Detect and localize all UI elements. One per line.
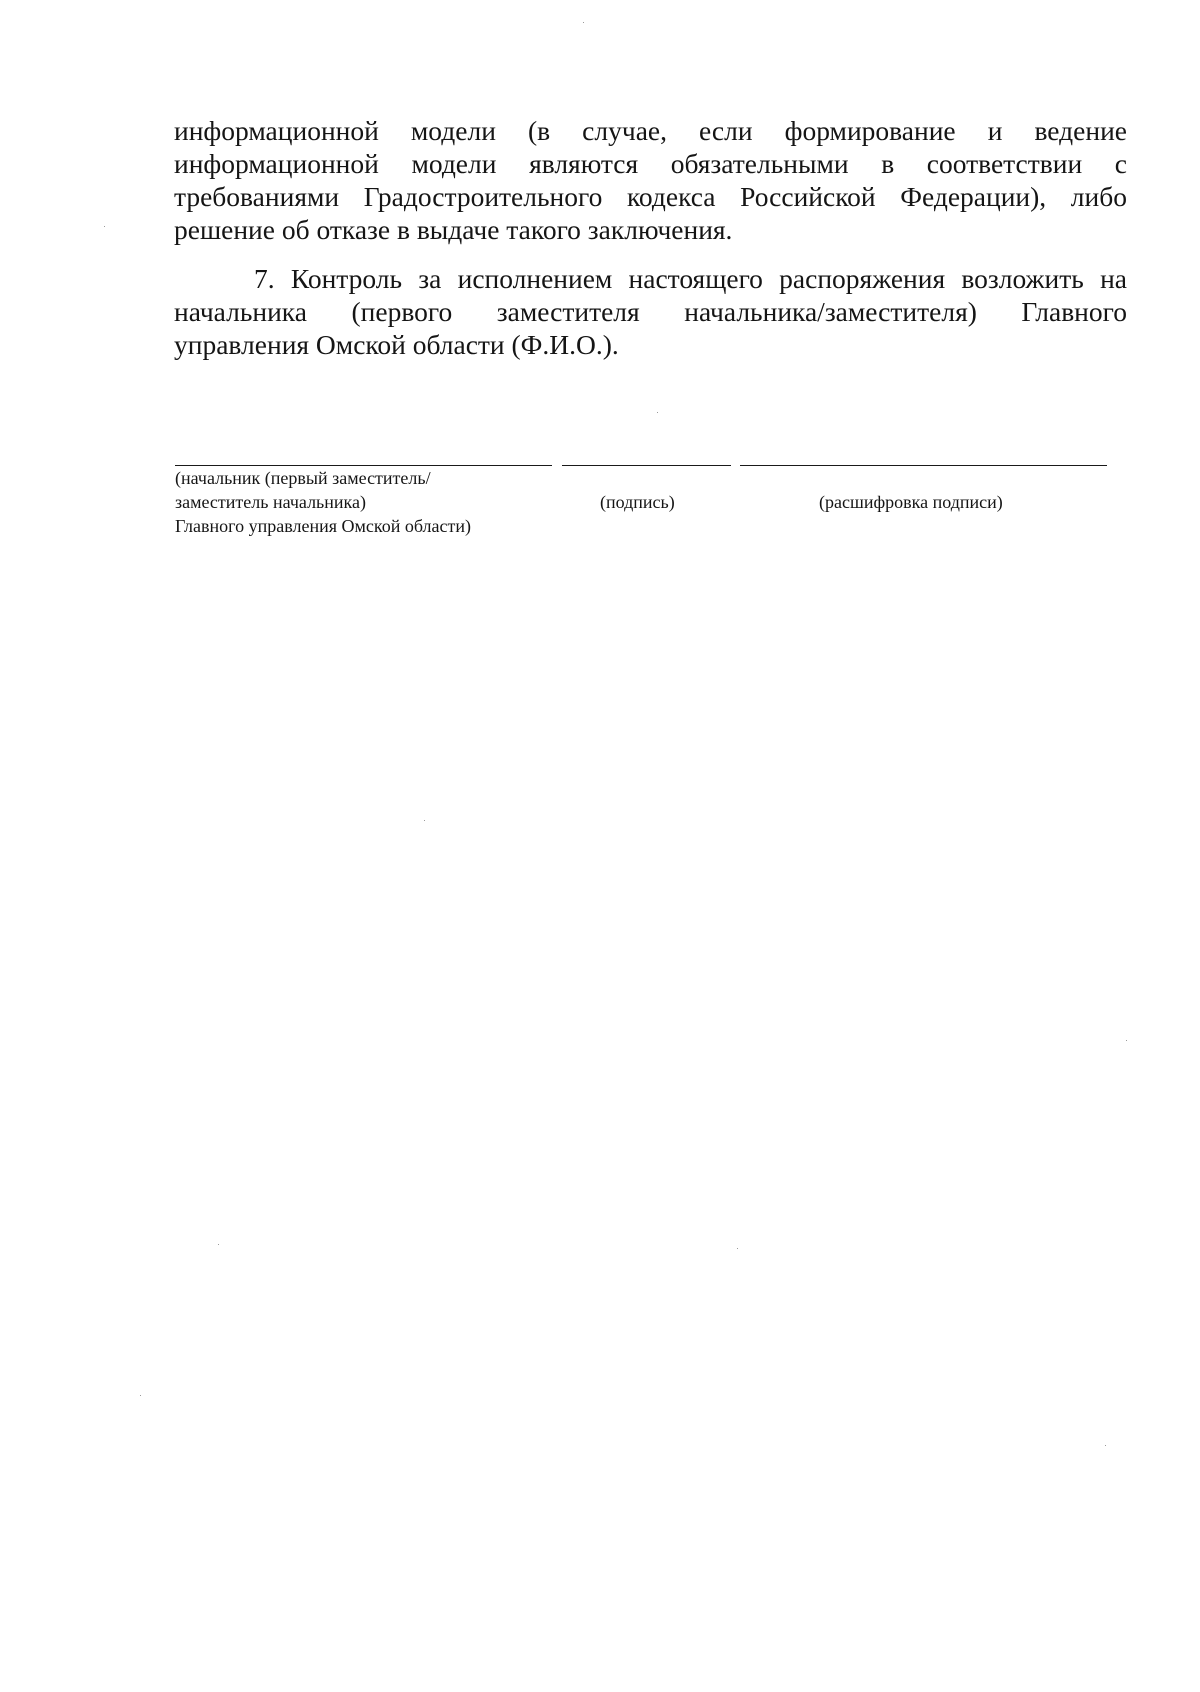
position-caption-line: Главного управления Омской области) — [175, 516, 471, 536]
signature-caption: (подпись) — [600, 492, 675, 512]
text-line: 7. Контроль за исполнением настоящего распоряжения возложить на — [254, 263, 1127, 294]
text-line: информационной модели являются обязательными в соответствии с — [174, 148, 1127, 179]
position-caption-line: (начальник (первый заместитель/ — [175, 468, 431, 488]
scan-speck — [583, 22, 584, 23]
scan-speck — [1105, 1445, 1106, 1446]
scan-speck — [424, 820, 425, 821]
name-caption: (расшифровка подписи) — [819, 492, 1003, 512]
text-line: требованиями Градостроительного кодекса Российской Федерации), либо — [174, 181, 1127, 212]
signature-line — [562, 465, 731, 466]
text-line: начальника (первого заместителя начальника/заместителя) Главного — [174, 296, 1127, 327]
scan-speck — [657, 412, 658, 413]
scan-speck — [218, 1244, 219, 1245]
paragraph-information-model — [174, 114, 1127, 246]
text-line: информационной модели (в случае, если формирование и ведение — [174, 115, 1127, 146]
position-caption — [175, 466, 471, 538]
position-caption-line: заместитель начальника) — [175, 492, 366, 512]
scan-speck — [140, 1395, 141, 1396]
scan-speck — [737, 1248, 738, 1249]
text-line: решение об отказе в выдаче такого заключения. — [174, 214, 733, 245]
text-line: управления Омской области (Ф.И.О.). — [174, 329, 619, 360]
scan-speck — [1126, 1040, 1127, 1041]
scan-speck — [104, 226, 105, 227]
paragraph-7-control — [174, 262, 1127, 361]
name-signature-line — [740, 465, 1107, 466]
